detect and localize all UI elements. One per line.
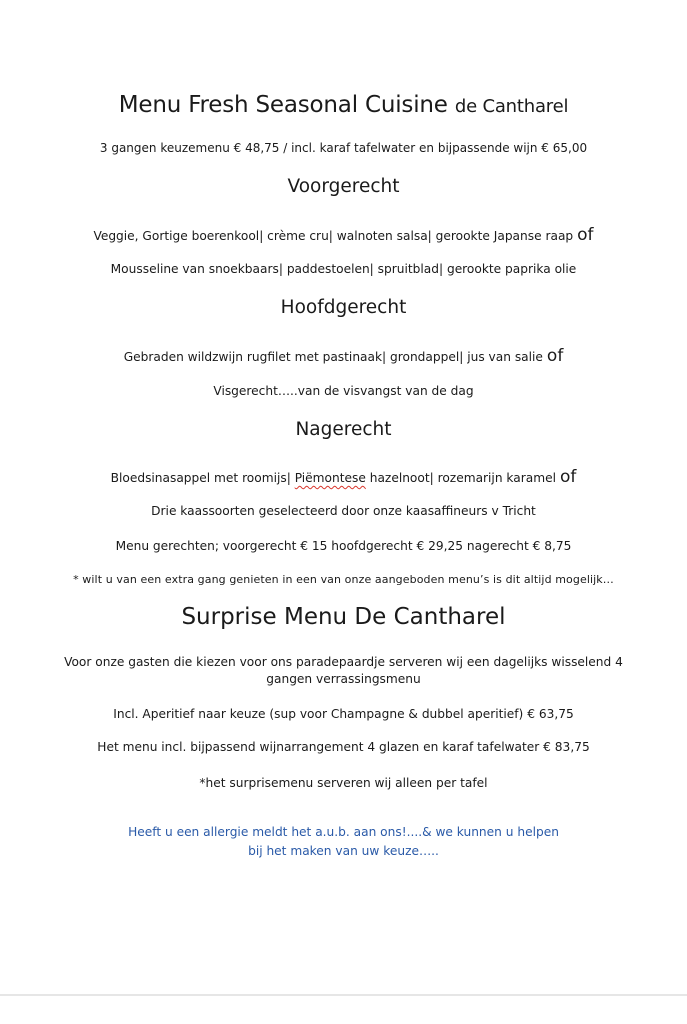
or-label: of	[559, 467, 577, 487]
or-label: of	[577, 225, 594, 245]
surprise-intro: Voor onze gasten die kiezen voor ons paradepaardje serveren wij een dagelijks wisselend 4 gangen verrassingsmenu	[64, 655, 623, 686]
allergy-line-1: Heeft u een allergie meldt het a.u.b. aan ons!....& we kunnen u helpen	[128, 825, 559, 839]
dessert-dish-1	[0, 467, 687, 487]
main-dish-1-text: Gebraden wildzwijn rugfilet met pastinaak| grondappel| jus van salie	[123, 350, 543, 364]
page-bottom-divider	[0, 994, 687, 996]
page-title	[0, 92, 687, 118]
or-label: of	[546, 346, 564, 366]
spellcheck-word: Piëmontese	[294, 471, 366, 485]
allergy-note	[120, 823, 567, 861]
main-dish-2: Visgerecht…..van de visvangst van de dag	[213, 384, 474, 398]
surprise-aperitif-price: Incl. Aperitief naar keuze (sup voor Champagne & dubbel aperitief) € 63,75	[113, 707, 574, 721]
dessert-dish-1-post: hazelnoot| rozemarijn karamel	[369, 471, 556, 485]
menu-prices: Menu gerechten; voorgerecht € 15 hoofdgerecht € 29,25 nagerecht € 8,75	[115, 539, 572, 553]
main-course-heading: Hoofdgerecht	[280, 297, 407, 318]
starter-heading: Voorgerecht	[287, 176, 400, 197]
dessert-heading: Nagerecht	[295, 419, 392, 440]
extra-course-note: * wilt u van een extra gang genieten in een van onze aangeboden menu’s is dit altijd mogelijk…	[73, 573, 614, 586]
menu-price-line: 3 gangen keuzemenu € 48,75 / incl. karaf tafelwater en bijpassende wijn € 65,00	[99, 141, 588, 155]
starter-dish-1-text: Veggie, Gortige boerenkool| crème cru| walnoten salsa| gerookte Japanse raap	[93, 229, 574, 243]
surprise-per-table-note: *het surprisemenu serveren wij alleen per tafel	[199, 776, 488, 790]
starter-dish-1	[0, 225, 687, 245]
surprise-wine-price: Het menu incl. bijpassend wijnarrangement 4 glazen en karaf tafelwater € 83,75	[97, 740, 590, 754]
title-restaurant: de Cantharel	[454, 96, 569, 117]
starter-dish-2: Mousseline van snoekbaars| paddestoelen| spruitblad| gerookte paprika olie	[110, 262, 577, 276]
allergy-line-2: bij het maken van uw keuze…..	[248, 844, 439, 858]
dessert-dish-1-pre: Bloedsinasappel met roomijs|	[110, 471, 291, 485]
title-main: Menu Fresh Seasonal Cuisine	[118, 92, 448, 118]
surprise-menu-title: Surprise Menu De Cantharel	[181, 604, 506, 630]
main-dish-1	[0, 346, 687, 366]
dessert-dish-2: Drie kaassoorten geselecteerd door onze kaasaffineurs v Tricht	[151, 504, 536, 518]
